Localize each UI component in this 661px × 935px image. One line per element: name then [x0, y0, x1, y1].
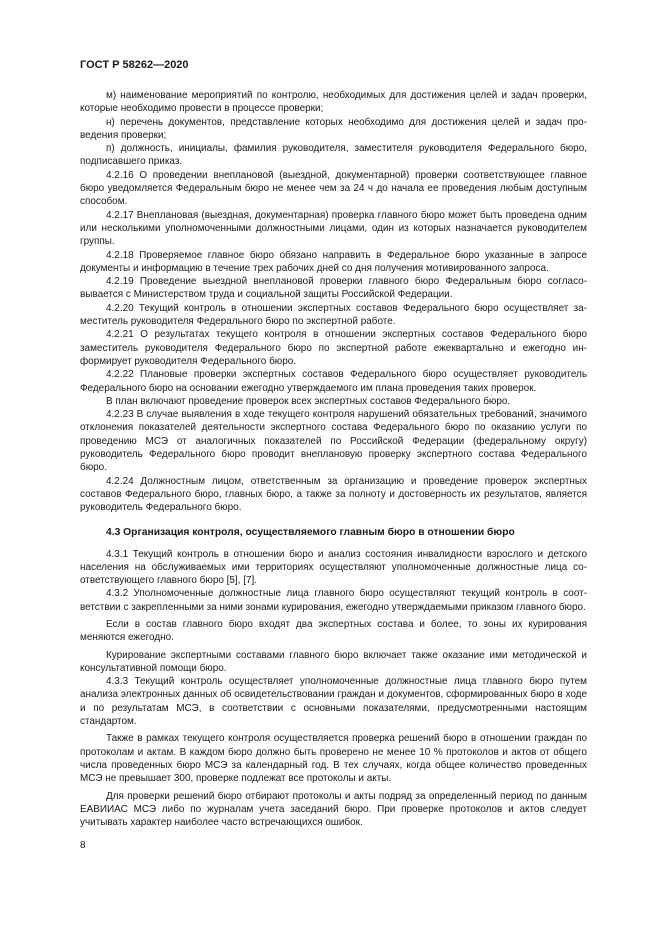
- paragraphs-after-section: [80, 548, 587, 830]
- clause-4-2-23: 4.2.23 В случае выявления в ходе текущего контроля нарушений обязательных требований, значимого отклонения показателей деятельности экспертного состава Федерального бюро по оказанию услуги по проведению МСЭ от аналогичных показателей по Российской Федерации (федеральному округу) руководитель Федерального бюро проводит внеплановую проверку экспертного состава Федерального бюро.: [80, 409, 587, 474]
- clause-4-2-16: 4.2.16 О проведении внеплановой (выездной, документарной) проверки соответствующее главное бюро уведомляется Федеральным бюро не менее чем за 24 ч до начала ее проведения любым доступным способом.: [80, 169, 587, 208]
- list-item-m: м) наименование мероприятий по контролю, необходимых для достижения целей и задач проверки, которые необходимо провести в процессе проверки;: [80, 90, 587, 115]
- clause-4-3-2: 4.3.2 Уполномоченные должностные лица главного бюро осуществляют текущий контроль в соответствии с закрепленными за ними зонами курирования, ежегодно утверждаемыми приказом главного бюро.: [80, 588, 587, 613]
- clause-4-2-19: 4.2.19 Проведение выездной внеплановой проверки главного бюро Федеральным бюро согласовывается с Министерством труда и социальной защиты Российской Федерации.: [80, 276, 587, 301]
- clause-4-2-17: 4.2.17 Внеплановая (выездная, документарная) проверка главного бюро может быть проведена одним или несколькими уполномоченными должностными лицами, один из которых назначается руководителем группы.: [80, 209, 587, 248]
- clause-4-3-3-selection: Для проверки решений бюро отбирают протоколы и акты подряд за определенный период по данным ЕАВИИАС МСЭ либо по журналам учета заседаний бюро. При проверке протоколов и актов следует учитывать характер наиболее часто встречающихся ошибок.: [80, 790, 587, 829]
- page-number: 8: [80, 840, 86, 851]
- clause-4-3-1: 4.3.1 Текущий контроль в отношении бюро и анализ состояния инвалидности взрослого и детского населения на обслуживаемых ими территориях осуществляют уполномоченные должностные лица соответствующего главного бюро [5], [7].: [80, 548, 587, 587]
- paragraphs-before-section: [80, 89, 587, 515]
- list-item-p: п) должность, инициалы, фамилия руководителя, заместителя руководителя Федерального бюро, подписавшего приказ.: [80, 143, 587, 168]
- clause-4-2-21: 4.2.21 О результатах текущего контроля в отношении экспертных составов Федерального бюро заместитель руководителя Федерального бюро по экспертной работе ежеквартально и ежегодно информирует руководителя Федерального бюро.: [80, 329, 587, 367]
- list-item-n: н) перечень документов, представление которых необходимо для достижения целей и задач проведения проверки;: [80, 116, 587, 141]
- document-code-header: ГОСТ Р 58262—2020: [80, 59, 189, 71]
- clause-4-3-2-zones: Если в состав главного бюро входят два экспертных состава и более, то зоны их курирования меняются ежегодно.: [80, 618, 587, 644]
- clause-4-2-20: 4.2.20 Текущий контроль в отношении экспертных составов Федерального бюро осуществляет заместитель руководителя Федерального бюро по экспертной работе.: [80, 302, 587, 328]
- clause-4-2-18: 4.2.18 Проверяемое главное бюро обязано направить в Федеральное бюро указанные в запросе документы и информацию в течение трех рабочих дней со дня получения мотивированного запроса.: [80, 249, 587, 274]
- clause-4-3-3-checks: Также в рамках текущего контроля осуществляется проверка решений бюро в отношении граждан по протоколам и актам. В каждом бюро должно быть проверено не менее 10 % протоколов и актов от общего числа проведенных бюро МСЭ за календарный год. В тех случаях, когда общее количество проведенных МСЭ не превышает 300, проверке подлежат все протоколы и акты.: [80, 733, 587, 785]
- clause-4-2-22: 4.2.22 Плановые проверки экспертных составов Федерального бюро осуществляет руководитель Федерального бюро на основании ежегодно утверждаемого им плана проведения таких проверок.: [80, 369, 587, 394]
- clause-4-2-22-note: В план включают проведение проверок всех экспертных составов Федерального бюро.: [106, 395, 511, 407]
- clause-4-3-3: 4.3.3 Текущий контроль осуществляет уполномоченные должностные лица главного бюро путем анализа электронных данных об освидетельствовании граждан и документов, сформированных бюро в ходе и по результатам МСЭ, в соответствии с основными показателями, предусмотренными настоящим стандартом.: [80, 676, 587, 728]
- clause-4-3-2-curation: Курирование экспертными составами главного бюро включает также оказание ими методической и консультативной помощи бюро.: [80, 649, 587, 674]
- section-heading-4-3: 4.3 Организация контроля, осуществляемого главным бюро в отношении бюро: [106, 526, 515, 538]
- document-body: [80, 89, 587, 829]
- clause-4-2-24: 4.2.24 Должностным лицом, ответственным за организацию и проведение проверок экспертных составов Федерального бюро, главных бюро, а также за полноту и достоверность их результатов, является руководитель Федерального бюро.: [80, 475, 587, 514]
